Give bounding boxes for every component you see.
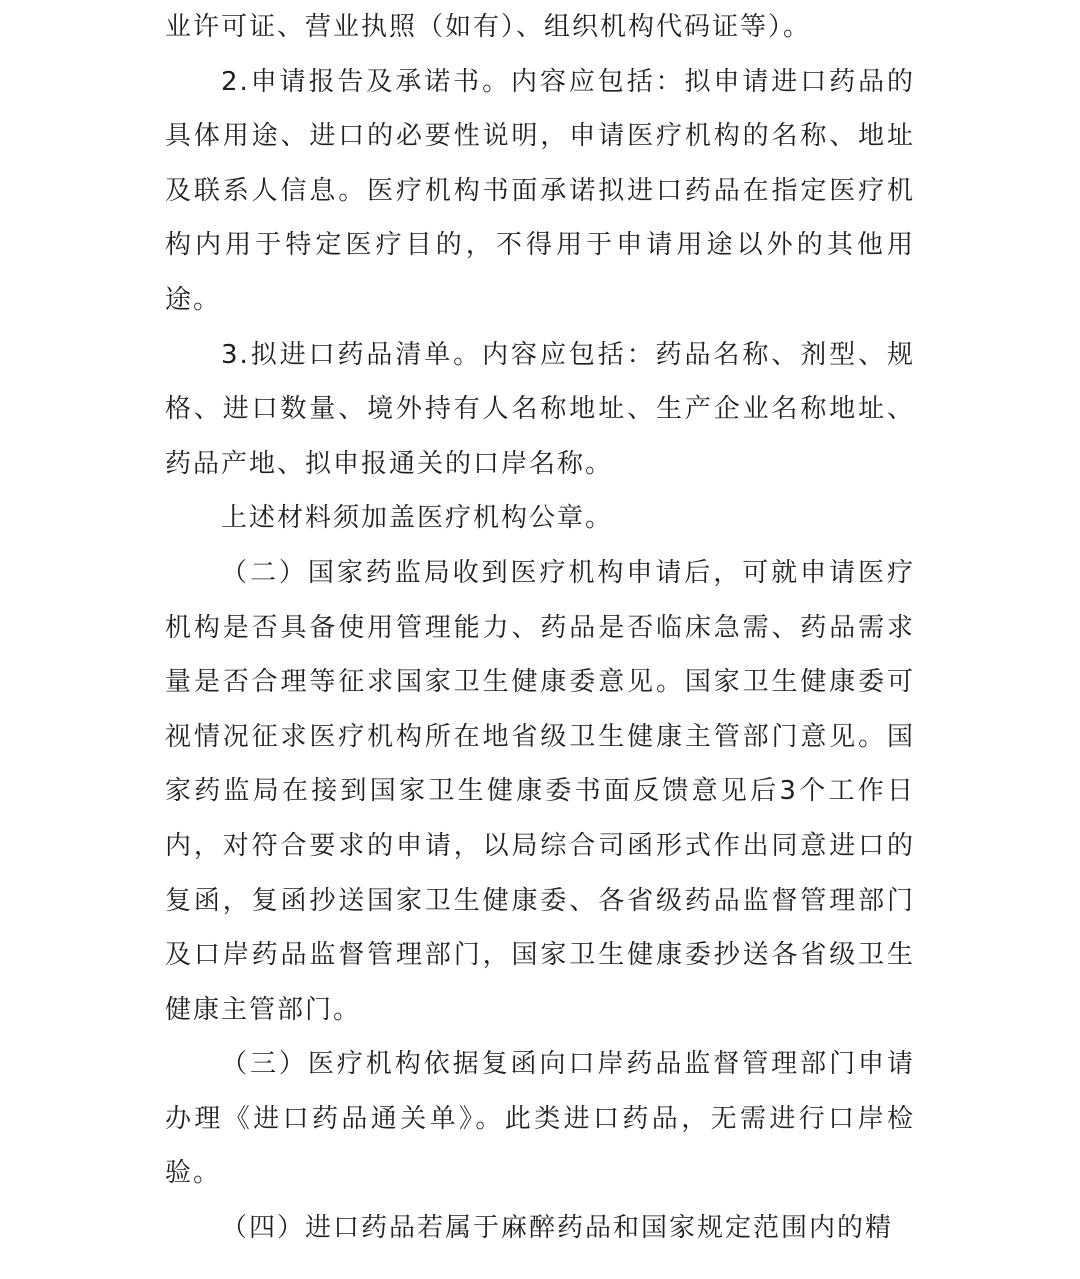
paragraph-item-2: 2.申请报告及承诺书。内容应包括：拟申请进口药品的具体用途、进口的必要性说明，申请医疗机构的名称、地址及联系人信息。医疗机构书面承诺拟进口药品在指定医疗机构内用于特定医疗目的，不得用于申请用途以外的其他用途。 <box>165 66 915 315</box>
paragraph-section-3: （三）医疗机构依据复函向口岸药品监督管理部门申请办理《进口药品通关单》。此类进口药品，无需进行口岸检验。 <box>165 1049 915 1189</box>
paragraph-item-3: 3.拟进口药品清单。内容应包括：药品名称、剂型、规格、进口数量、境外持有人名称地址、生产企业名称地址、药品产地、拟申报通关的口岸名称。 <box>165 339 915 479</box>
paragraph-section-2: （二）国家药监局收到医疗机构申请后，可就申请医疗机构是否具备使用管理能力、药品是否临床急需、药品需求量是否合理等征求国家卫生健康委意见。国家卫生健康委可视情况征求医疗机构所在地省级卫生健康主管部门意见。国家药监局在接到国家卫生健康委书面反馈意见后3个工作日内，对符合要求的申请，以局综合司函形式作出同意进口的复函，复函抄送国家卫生健康委、各省级药品监督管理部门及口岸药品监督管理部门，国家卫生健康委抄送各省级卫生健康主管部门。 <box>165 557 915 1025</box>
paragraph-section-4: （四）进口药品若属于麻醉药品和国家规定范围内的精 <box>221 1213 894 1244</box>
paragraph-continuation: 业许可证、营业执照（如有）、组织机构代码证等）。 <box>165 12 812 42</box>
document-body <box>165 0 915 1256</box>
paragraph-seal-note: 上述材料须加盖医疗机构公章。 <box>221 503 614 534</box>
